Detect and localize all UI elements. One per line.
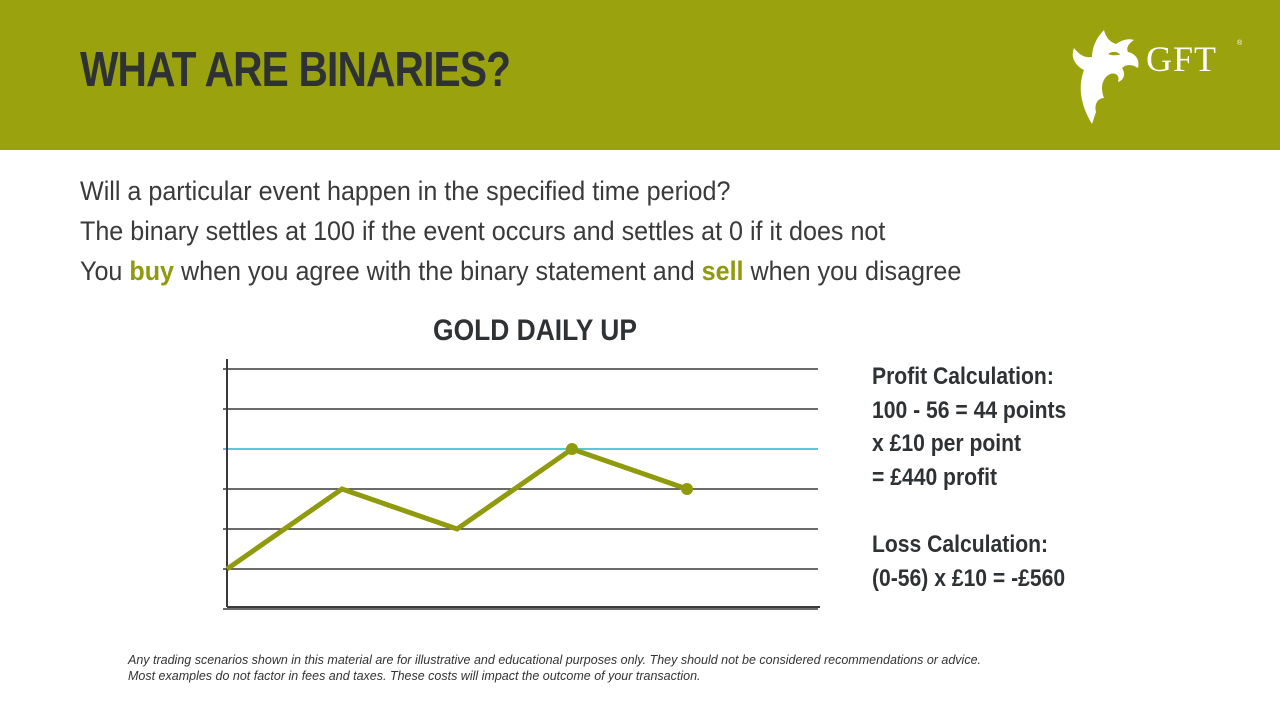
registered-mark: ® <box>1237 40 1243 47</box>
loss-heading: Loss Calculation: <box>872 531 1049 558</box>
logo-wordmark: GFT <box>1146 39 1218 79</box>
sell-keyword: sell <box>701 256 744 286</box>
data-point-marker <box>681 483 693 495</box>
data-point-marker <box>566 443 578 455</box>
disclaimer-line-1: Any trading scenarios shown in this material are for illustrative and educational purposes only. They should not be considered recommendations or advice. <box>128 653 982 667</box>
profit-line-3: = £440 profit <box>872 463 998 491</box>
gold-daily-up-chart <box>215 355 825 610</box>
profit-calculation <box>872 360 1066 494</box>
profit-line-2: x £10 per point <box>872 430 1022 457</box>
intro-line-3-start: You <box>80 256 130 286</box>
intro-line-3-end: when you disagree <box>743 256 962 286</box>
intro-text <box>80 172 961 292</box>
disclaimer <box>128 652 1148 684</box>
intro-line-2: The binary settles at 100 if the event occurs and settles at 0 if it does not <box>80 216 886 246</box>
loss-calculation <box>872 528 1065 595</box>
chart-title: GOLD DAILY UP <box>433 314 637 347</box>
profit-line-1: 100 - 56 = 44 points <box>872 396 1067 424</box>
intro-line-3 <box>80 252 961 292</box>
buy-keyword: buy <box>129 256 175 286</box>
intro-line-3-middle: when you agree with the binary statement and <box>174 256 702 286</box>
loss-line-1: (0-56) x £10 = -£560 <box>872 564 1066 592</box>
page-title: WHAT ARE BINARIES? <box>80 43 511 97</box>
intro-line-1: Will a particular event happen in the specified time period? <box>80 176 731 206</box>
profit-heading: Profit Calculation: <box>872 363 1054 390</box>
disclaimer-line-2: Most examples do not factor in fees and taxes. These costs will impact the outcome of your transaction. <box>128 669 701 683</box>
series-line <box>227 449 687 569</box>
